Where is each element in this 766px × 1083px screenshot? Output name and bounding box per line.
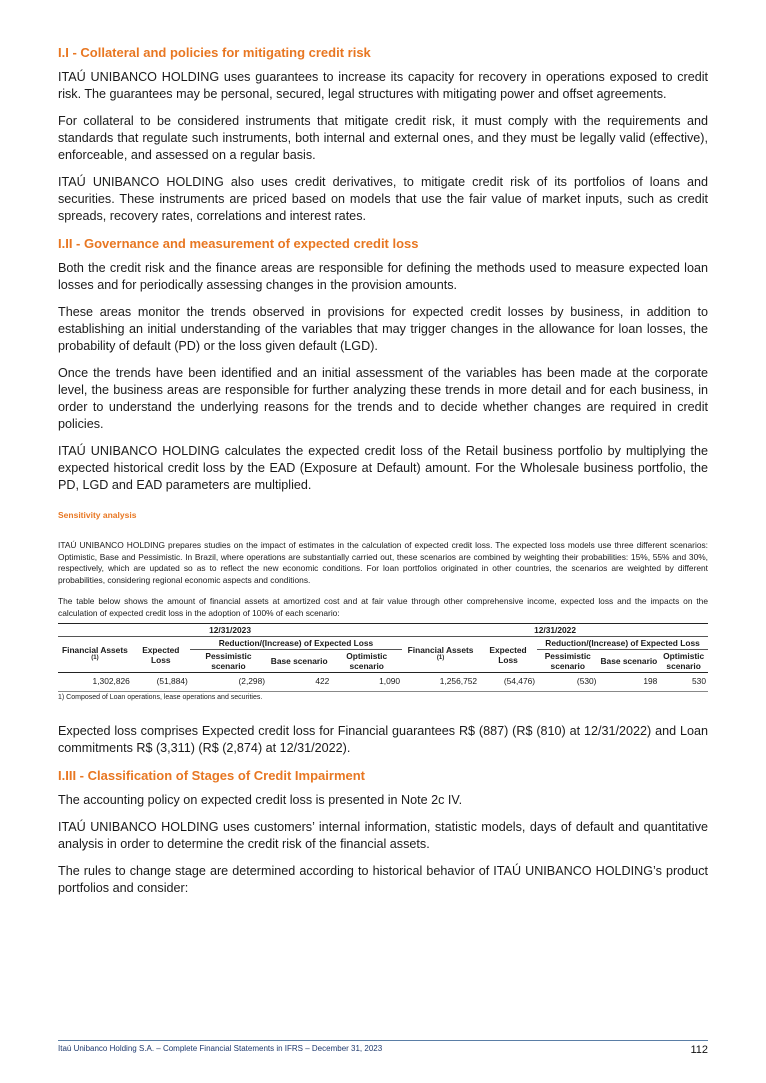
paragraph: ITAÚ UNIBANCO HOLDING also uses credit derivatives, to mitigate credit risk of its portfolios of loans and securities. These instruments are priced based on models that use the fair value of market inputs, such as credit spreads, recovery rates, correlations and interest rates.	[58, 175, 708, 223]
page-content	[58, 44, 708, 907]
section-heading-governance: I.II - Governance and measurement of expected credit loss	[58, 236, 419, 251]
sensitivity-heading: Sensitivity analysis	[58, 510, 137, 520]
col-expected-loss: Expected Loss	[479, 637, 537, 673]
cell: (51,884)	[156, 676, 188, 686]
col-financial-assets: Financial Assets $^{(1)}$	[402, 637, 479, 673]
cell: 422	[315, 676, 330, 686]
cell: 530	[692, 676, 706, 686]
paragraph: ITAÚ UNIBANCO HOLDING calculates the expected credit loss of the Retail business portfolio by multiplying the expected historical credit loss by the EAD (Exposure at Default) amount. For the Wholesale business portfolio, the PD, LGD and EAD parameters are multiplied.	[58, 444, 708, 492]
cell: (2,298)	[238, 676, 266, 686]
sensitivity-paragraph: ITAÚ UNIBANCO HOLDING prepares studies on the impact of estimates in the calculation of expected credit loss. The expected loss models use three different scenarios: Optimistic, Base and Pessimistic. In Brazil, where operations are substantially carried out, these scenarios are combined by weighting their probabilities: 15%, 55% and 30%, respectively, which are updated so as to reflect the new economic conditions. For loan portfolios originated in other countries, the scenarios are weighted by different probabilities, considering regional economic aspects and conditions.	[58, 540, 708, 585]
cell: 1,302,826	[92, 676, 130, 686]
paragraph: ITAÚ UNIBANCO HOLDING uses customers’ internal information, statistic models, days of default and quantitative analysis in order to determine the credit risk of the financial assets.	[58, 820, 708, 851]
paragraph: Once the trends have been identified and an initial assessment of the variables has been made at the corporate level, the business areas are responsible for further analyzing these trends in more detail and for each business, in order to understand the underlying reasons for the trends and to decide whether changes are required in credit policies.	[58, 366, 708, 431]
col-pessimistic: Pessimistic scenario	[190, 650, 267, 673]
cell: (54,476)	[503, 676, 536, 686]
date-2023-header: 12/31/2023	[58, 624, 402, 637]
col-financial-assets: Financial Assets $^{(1)}$	[58, 637, 132, 673]
section-heading-collateral: I.I - Collateral and policies for mitigating credit risk	[58, 45, 371, 60]
date-2022-header: 12/31/2022	[402, 624, 708, 637]
col-pessimistic: Pessimistic scenario	[537, 650, 598, 673]
col-optimistic: Optimistic scenario	[331, 650, 402, 673]
group-reduction-header: Reduction/(Increase) of Expected Loss	[190, 637, 402, 650]
paragraph: Expected loss comprises Expected credit loss for Financial guarantees R$ (887) (R$ (810) at 12/31/2022) and Loan commitments R$ (3,311) (R$ (2,874) at 12/31/2022).	[58, 724, 708, 755]
cell: 1,256,752	[439, 676, 478, 686]
page-footer	[58, 1040, 708, 1056]
paragraph: Both the credit risk and the finance areas are responsible for defining the methods used to measure expected loan losses and for periodically assessing changes in the provision amounts.	[58, 261, 708, 292]
paragraph: The accounting policy on expected credit loss is presented in Note 2c IV.	[58, 793, 463, 807]
section-heading-stages: I.III - Classification of Stages of Credit Impairment	[58, 768, 365, 783]
footer-text: Itaú Unibanco Holding S.A. – Complete Financial Statements in IFRS – December 31, 2023	[58, 1044, 383, 1053]
cell: 198	[643, 676, 658, 686]
paragraph: The rules to change stage are determined according to historical behavior of ITAÚ UNIBANCO HOLDING’s product portfolios and consider:	[58, 864, 708, 895]
col-base: Base scenario	[598, 650, 659, 673]
paragraph: ITAÚ UNIBANCO HOLDING uses guarantees to increase its capacity for recovery in operations exposed to credit risk. The guarantees may be personal, secured, legal structures with mitigating power and offset agreements.	[58, 70, 708, 101]
table-row	[58, 673, 708, 690]
group-reduction-header: Reduction/(Increase) of Expected Loss	[537, 637, 708, 650]
paragraph: These areas monitor the trends observed in provisions for expected credit losses by business, in addition to establishing an initial understanding of the variables that may trigger changes in the allowance for loan losses, the probability of default (PD) or the loss given default (LGD).	[58, 305, 708, 353]
col-expected-loss: Expected Loss	[132, 637, 190, 673]
sensitivity-paragraph: The table below shows the amount of financial assets at amortized cost and at fair value through other comprehensive income, expected loss and the impacts on the calculation of expected credit loss in the adoption of 100% of each scenario:	[58, 596, 708, 618]
page-number: 112	[690, 1044, 708, 1056]
col-base: Base scenario	[267, 650, 331, 673]
sensitivity-table	[58, 623, 708, 689]
paragraph: For collateral to be considered instruments that mitigate credit risk, it must comply with the requirements and standards that regulate such instruments, both internal and external ones, and they must be legally valid (effective), enforceable, and assessed on a regular basis.	[58, 114, 708, 162]
cell: (530)	[576, 676, 597, 686]
col-optimistic: Optimistic scenario	[659, 650, 708, 673]
table-footnote: 1) Composed of Loan operations, lease operations and securities.	[58, 691, 708, 701]
cell: 1,090	[379, 676, 401, 686]
